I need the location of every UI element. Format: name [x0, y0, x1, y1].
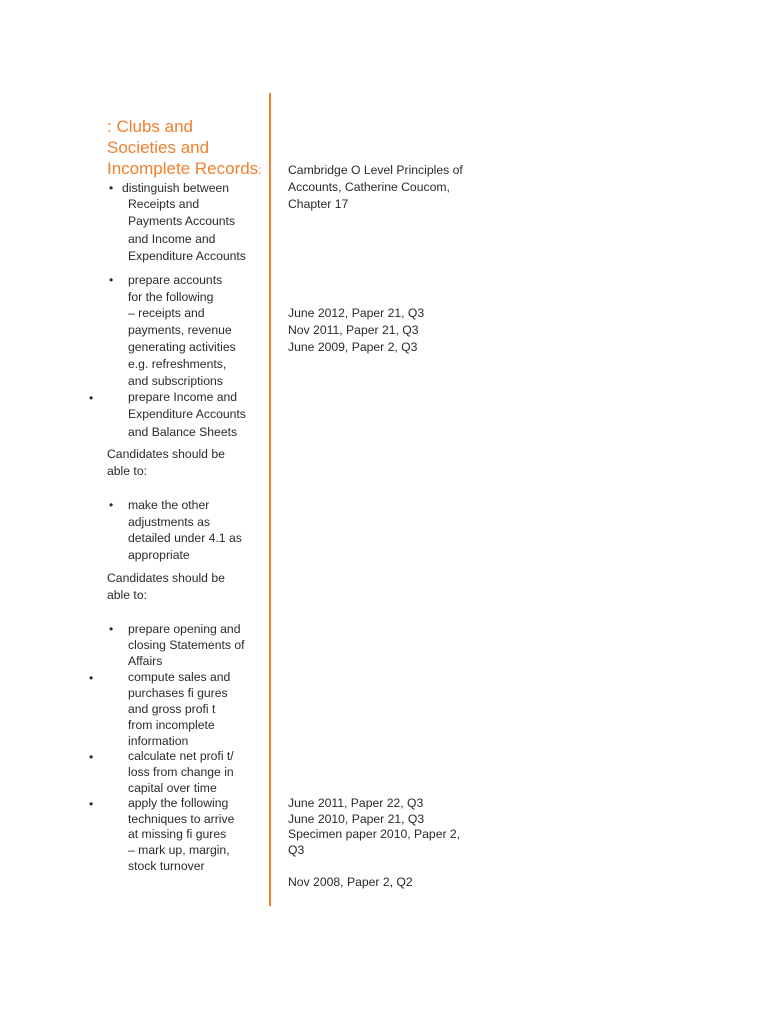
list-item-line: distinguish between	[122, 181, 230, 195]
section-title-line-3	[107, 158, 262, 181]
list-item-line: – receipts and	[128, 306, 205, 320]
list-item-line: apply the following	[128, 796, 229, 810]
past-paper-reference: Q3	[288, 843, 305, 857]
section-title-line-2: Societies and	[107, 138, 210, 157]
section-title-text: Incomplete Records	[107, 159, 259, 178]
list-item-line: Expenditure Accounts	[128, 407, 246, 421]
bullet-marker: •	[89, 750, 94, 764]
past-paper-reference: Nov 2008, Paper 2, Q2	[288, 875, 413, 889]
list-item-line: information	[128, 734, 189, 748]
intro-text-line: Candidates should be	[107, 571, 225, 585]
bullet-marker: •	[109, 273, 114, 287]
intro-text-line: able to:	[107, 464, 147, 478]
bullet-marker: •	[89, 797, 94, 811]
list-item-line: appropriate	[128, 548, 190, 562]
list-item-line: generating activities	[128, 340, 236, 354]
list-item-line: and Balance Sheets	[128, 425, 238, 439]
list-item-line: e.g. refreshments,	[128, 357, 227, 371]
list-item-line: Expenditure Accounts	[128, 249, 246, 263]
past-paper-reference: Specimen paper 2010, Paper 2,	[288, 827, 461, 841]
section-title-colon: :	[258, 163, 262, 177]
bullet-marker: •	[109, 181, 114, 195]
bullet-marker: •	[89, 391, 94, 405]
list-item-line: techniques to arrive	[128, 812, 235, 826]
list-item-line: adjustments as	[128, 515, 210, 529]
bullet-marker: •	[109, 622, 114, 636]
intro-text-line: able to:	[107, 588, 147, 602]
book-reference-line: Accounts, Catherine Coucom,	[288, 180, 450, 194]
list-item-line: stock turnover	[128, 859, 205, 873]
intro-text-line: Candidates should be	[107, 447, 225, 461]
list-item-line: calculate net profi t/	[128, 749, 234, 763]
list-item-line: prepare Income and	[128, 390, 238, 404]
past-paper-reference: June 2012, Paper 21, Q3	[288, 306, 425, 320]
past-paper-reference: Nov 2011, Paper 21, Q3	[288, 323, 419, 337]
list-item-line: closing Statements of	[128, 638, 245, 652]
past-paper-reference: June 2010, Paper 21, Q3	[288, 812, 425, 826]
list-item-line: Affairs	[128, 654, 163, 668]
list-item-line: prepare opening and	[128, 622, 241, 636]
book-reference-line: Chapter 17	[288, 197, 349, 211]
list-item-line: and gross profi t	[128, 702, 216, 716]
list-item-line: for the following	[128, 290, 214, 304]
list-item-line: make the other	[128, 498, 210, 512]
list-item-line: – mark up, margin,	[128, 843, 230, 857]
list-item-line: loss from change in	[128, 765, 234, 779]
list-item-line: detailed under 4.1 as	[128, 531, 242, 545]
list-item-line: from incomplete	[128, 718, 215, 732]
bullet-marker: •	[109, 498, 114, 512]
list-item-line: at missing fi gures	[128, 827, 227, 841]
past-paper-reference: June 2011, Paper 22, Q3	[288, 796, 424, 810]
past-paper-reference: June 2009, Paper 2, Q3	[288, 340, 418, 354]
list-item-line: payments, revenue	[128, 323, 232, 337]
list-item-line: and Income and	[128, 232, 216, 246]
list-item-line: purchases fi gures	[128, 686, 228, 700]
list-item-line: compute sales and	[128, 670, 231, 684]
section-title-line-1: : Clubs and	[107, 117, 193, 136]
bullet-marker: •	[89, 671, 94, 685]
book-reference-line: Cambridge O Level Principles of	[288, 163, 463, 177]
list-item-line: capital over time	[128, 781, 217, 795]
column-divider	[269, 93, 271, 906]
list-item-line: and subscriptions	[128, 374, 223, 388]
list-item-line: Payments Accounts	[128, 214, 236, 228]
list-item-line: Receipts and	[128, 197, 200, 211]
list-item-line: prepare accounts	[128, 273, 223, 287]
